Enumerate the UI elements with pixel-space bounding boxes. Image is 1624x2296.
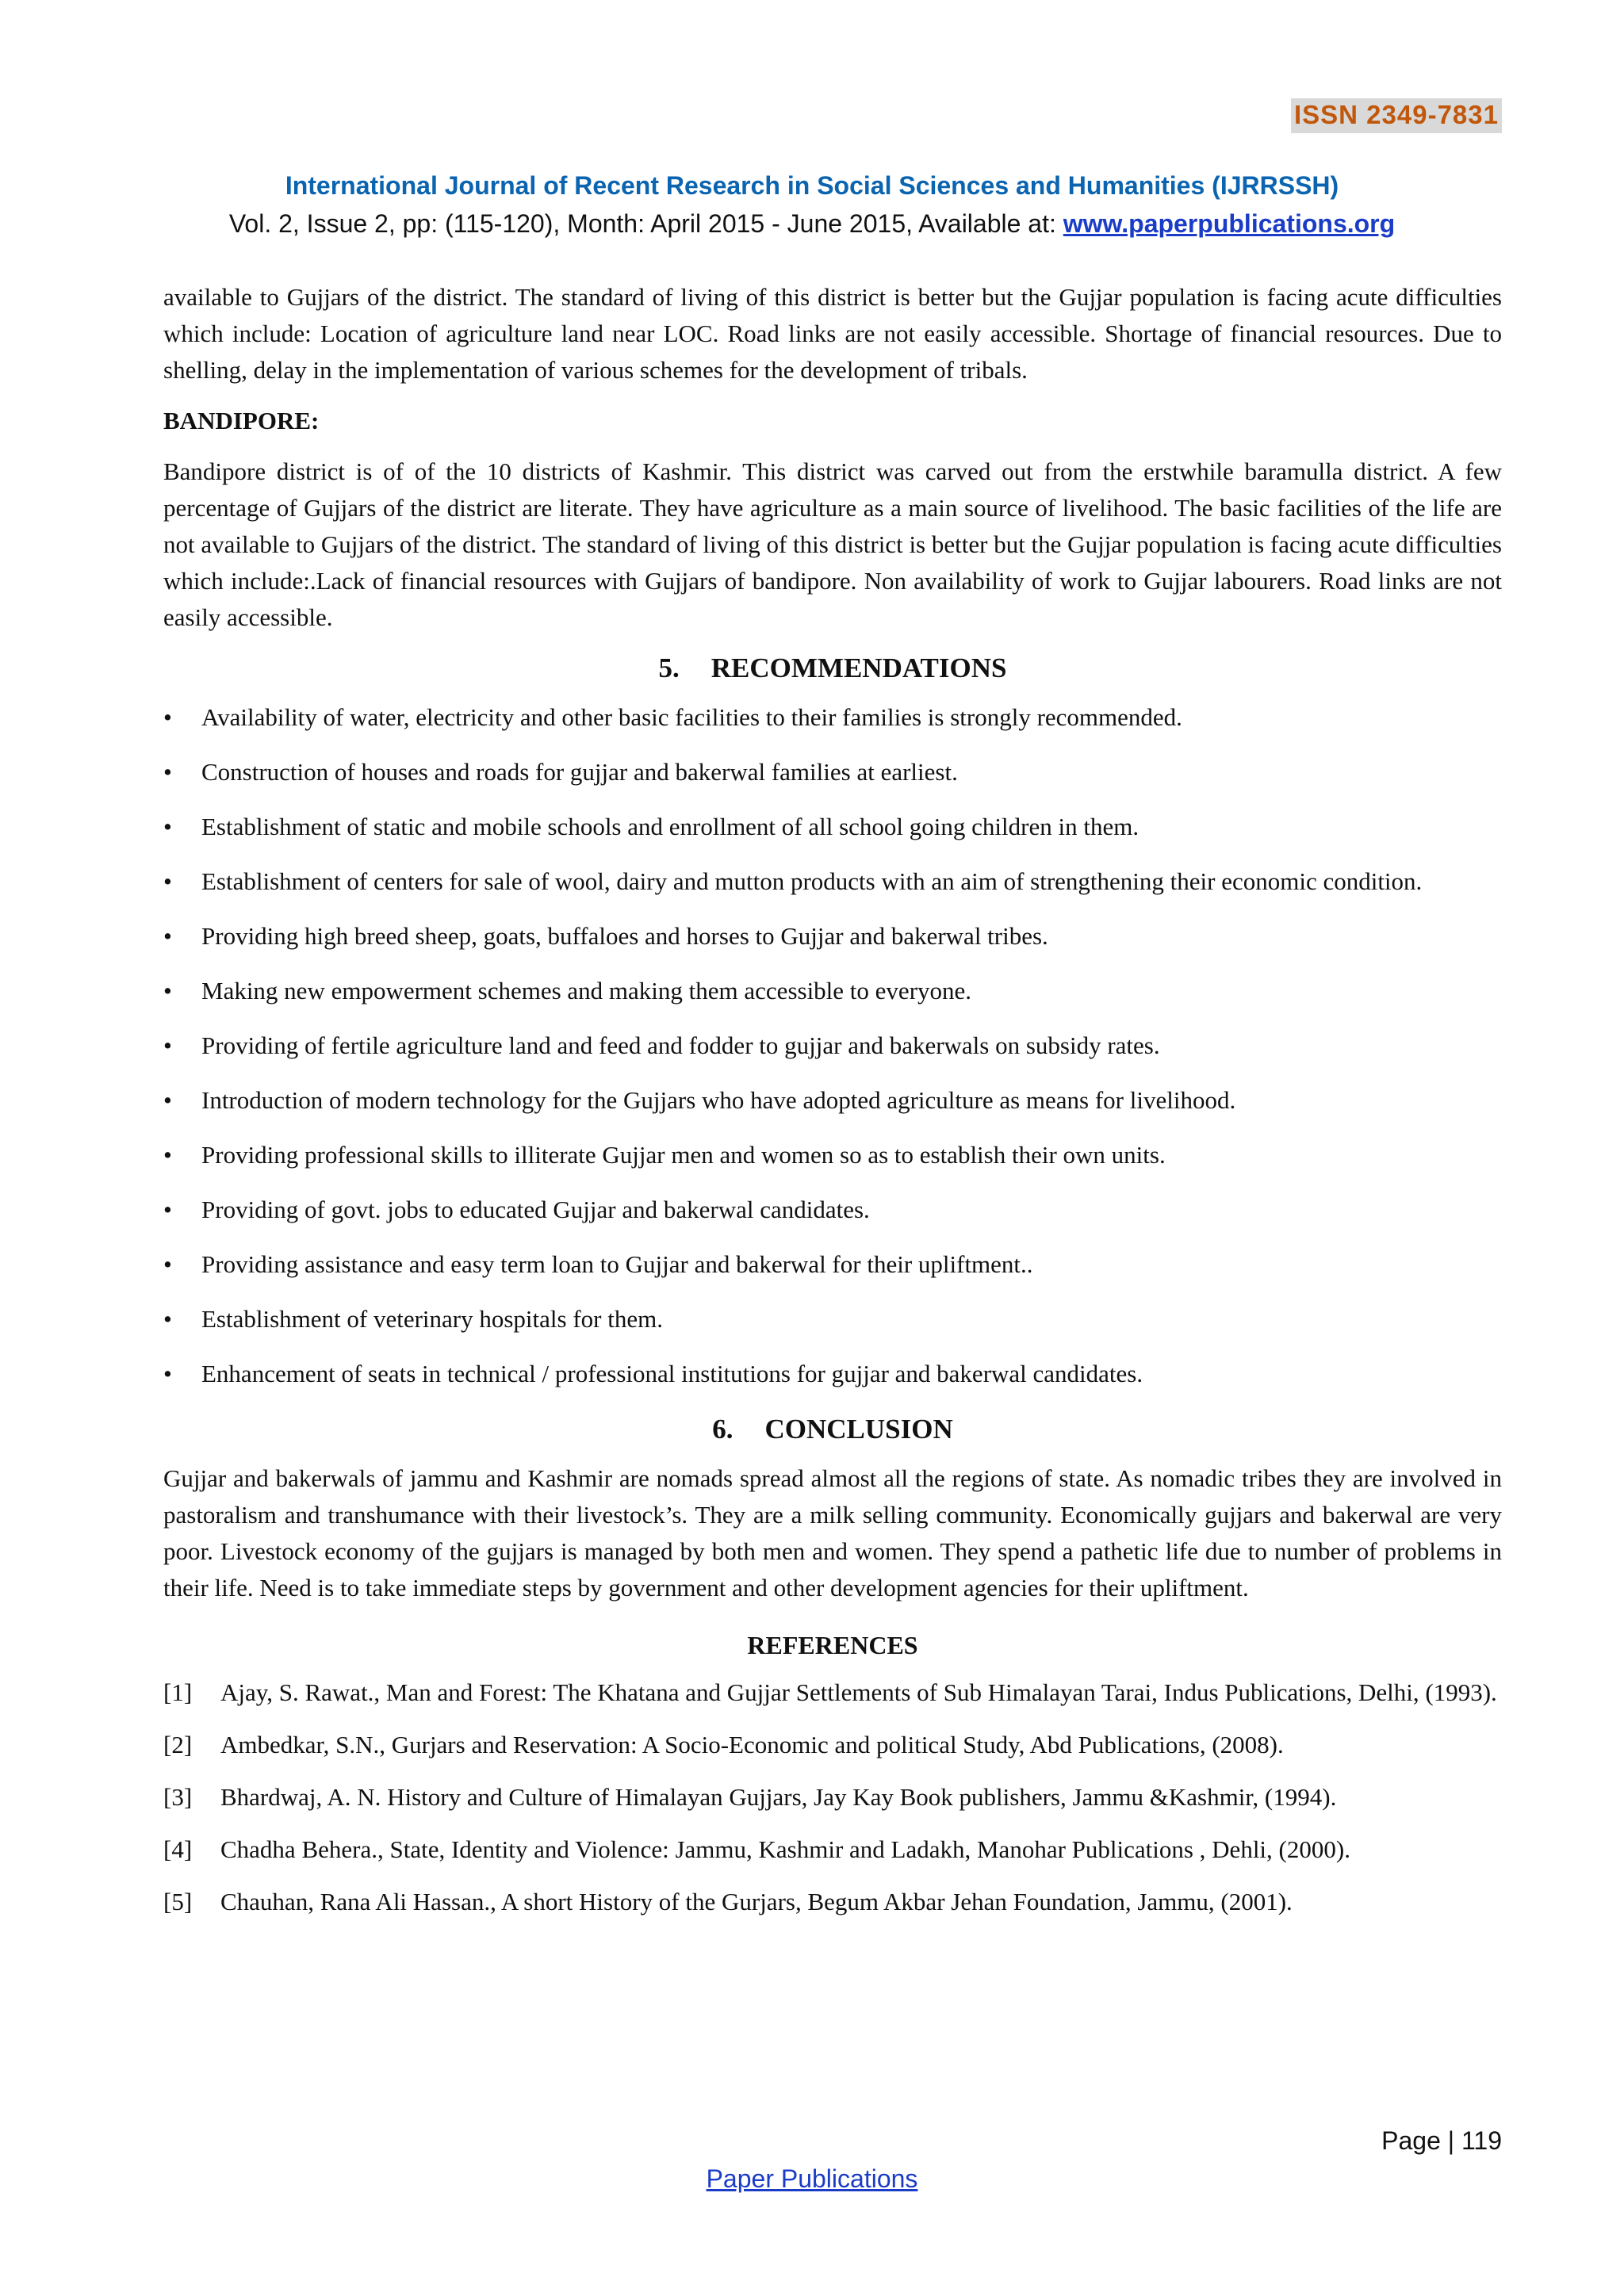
references-list bbox=[163, 1674, 1502, 1920]
conclusion-paragraph: Gujjar and bakerwals of jammu and Kashmir are nomads spread almost all the regions of state. As nomadic tribes they are involved in pastoralism and transhumance with their livestock’s. They are a milk selling community. Economically gujjars and bakerwal are very poor. Livestock economy of the gujjars is managed by both men and women. They spend a pathetic life due to number of problems in their life. Need is to take immediate steps by government and other development agencies for their upliftment. bbox=[163, 1464, 1502, 1601]
reference-number: [3] bbox=[163, 1783, 193, 1811]
reference-text: Ambedkar, S.N., Gurjars and Reservation: A Socio-Economic and political Study, Abd Publications, (2008). bbox=[220, 1731, 1284, 1758]
intro-paragraph: available to Gujjars of the district. The standard of living of this district is better but the Gujjar population is facing acute difficulties which include: Location of agriculture land near LOC. Road links are not easily accessible. Shortage of financial resources. Due to shelling, delay in the implementation of various schemes for the development of tribals. bbox=[163, 283, 1502, 384]
reference-text: Ajay, S. Rawat., Man and Forest: The Khatana and Gujjar Settlements of Sub Himalayan Tarai, Indus Publications, Delhi, (1993). bbox=[220, 1678, 1497, 1706]
reference-item bbox=[163, 1884, 1502, 1920]
list-item: • Enhancement of seats in technical / professional institutions for gujjar and bakerwal candidates. bbox=[163, 1356, 1502, 1392]
reference-text: Chauhan, Rana Ali Hassan., A short History of the Gurjars, Begum Akbar Jehan Foundation, Jammu, (2001). bbox=[220, 1888, 1293, 1915]
section-number: 6. bbox=[712, 1414, 733, 1445]
list-item: • Providing of fertile agriculture land and feed and fodder to gujjar and bakerwals on subsidy rates. bbox=[163, 1027, 1502, 1064]
section-number: 5. bbox=[658, 652, 680, 683]
list-item: • Introduction of modern technology for the Gujjars who have adopted agriculture as means for livelihood. bbox=[163, 1082, 1502, 1119]
list-item: • Providing high breed sheep, goats, buffaloes and horses to Gujjar and bakerwal tribes. bbox=[163, 918, 1502, 955]
list-item: • Establishment of static and mobile schools and enrollment of all school going children in them. bbox=[163, 809, 1502, 845]
recommendations-list bbox=[163, 699, 1502, 1392]
reference-number: [4] bbox=[163, 1835, 193, 1863]
bandipore-paragraph: Bandipore district is of of the 10 districts of Kashmir. This district was carved out from the erstwhile baramulla district. A few percentage of Gujjars of the district are literate. They have agriculture as a main source of livelihood. The basic facilities of the life are not available to Gujjars of the district. The standard of living of this district is better but the Gujjar population is facing acute difficulties which include:.Lack of financial resources with Gujjars of bandipore. Non availability of work to Gujjar labourers. Road links are not easily accessible. bbox=[163, 457, 1502, 631]
reference-item bbox=[163, 1779, 1502, 1816]
bandipore-heading: BANDIPORE: bbox=[163, 407, 320, 434]
list-item: • Availability of water, electricity and other basic facilities to their families is strongly recommended. bbox=[163, 699, 1502, 736]
reference-number: [2] bbox=[163, 1731, 193, 1758]
reference-number: [1] bbox=[163, 1678, 193, 1706]
list-item: • Establishment of veterinary hospitals for them. bbox=[163, 1301, 1502, 1337]
journal-volume-info bbox=[0, 209, 1624, 239]
list-item: • Providing assistance and easy term loan to Gujjar and bakerwal for their upliftment.. bbox=[163, 1246, 1502, 1283]
issn-label: ISSN 2349-7831 bbox=[1291, 98, 1502, 133]
list-item: • Providing professional skills to illiterate Gujjar men and women so as to establish their own units. bbox=[163, 1137, 1502, 1173]
section-title: CONCLUSION bbox=[764, 1414, 953, 1445]
volume-info-text: Vol. 2, Issue 2, pp: (115-120), Month: April 2015 - June 2015, Available at: bbox=[228, 209, 1063, 238]
journal-title: International Journal of Recent Research in Social Sciences and Humanities (IJRRSSH) bbox=[285, 171, 1339, 200]
recommendations-heading bbox=[163, 650, 1502, 687]
reference-text: Chadha Behera., State, Identity and Violence: Jammu, Kashmir and Ladakh, Manohar Publications , Dehli, (2000). bbox=[220, 1835, 1350, 1863]
reference-item bbox=[163, 1674, 1502, 1711]
references-heading: REFERENCES bbox=[747, 1631, 918, 1659]
list-item: • Providing of govt. jobs to educated Gujjar and bakerwal candidates. bbox=[163, 1192, 1502, 1228]
list-item: • Construction of houses and roads for gujjar and bakerwal families at earliest. bbox=[163, 754, 1502, 790]
publisher-link[interactable]: Paper Publications bbox=[706, 2164, 918, 2193]
conclusion-heading bbox=[163, 1411, 1502, 1448]
list-item: • Making new empowerment schemes and making them accessible to everyone. bbox=[163, 973, 1502, 1009]
list-item: • Establishment of centers for sale of wool, dairy and mutton products with an aim of strengthening their economic condition. bbox=[163, 863, 1502, 900]
reference-number: [5] bbox=[163, 1888, 193, 1915]
journal-website-link[interactable]: www.paperpublications.org bbox=[1063, 209, 1396, 238]
reference-item bbox=[163, 1727, 1502, 1763]
page-number: Page | 119 bbox=[1381, 2126, 1502, 2155]
section-title: RECOMMENDATIONS bbox=[710, 652, 1007, 683]
reference-text: Bhardwaj, A. N. History and Culture of Himalayan Gujjars, Jay Kay Book publishers, Jammu &Kashmir, (1994). bbox=[220, 1783, 1337, 1811]
reference-item bbox=[163, 1831, 1502, 1868]
document-body bbox=[163, 279, 1502, 1936]
